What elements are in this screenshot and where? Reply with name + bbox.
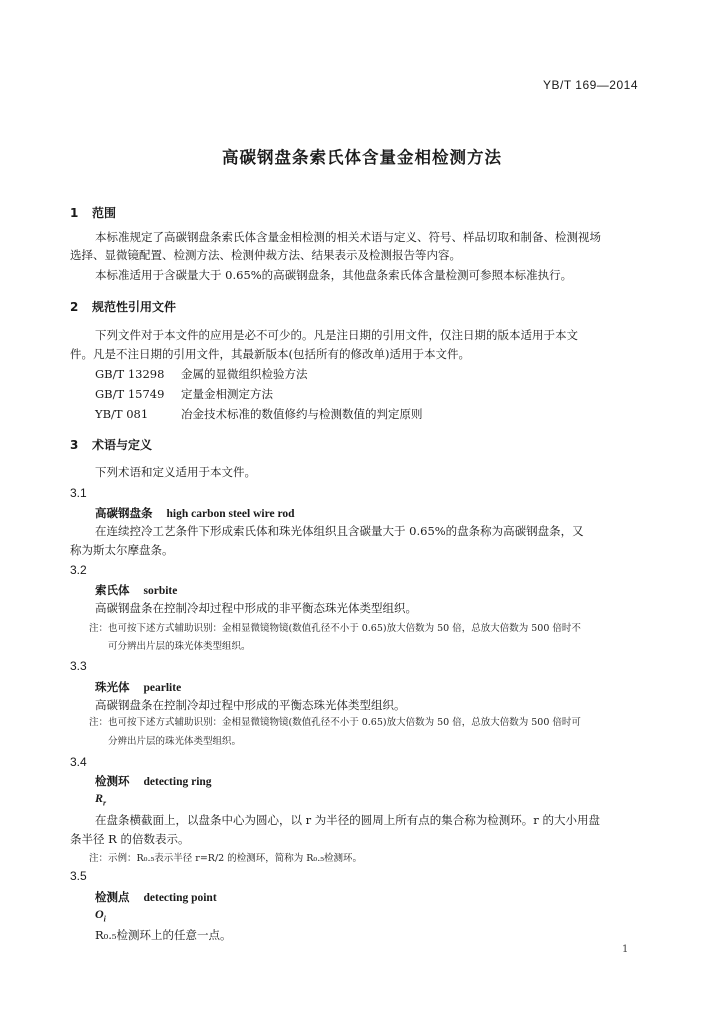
section-2-heading <box>70 298 176 315</box>
term-definition-line-2: 条半径 R 的倍数表示。 <box>70 832 190 846</box>
term-note-line-2: 可分辨出片层的珠光体类型组织。 <box>108 641 251 652</box>
reference-name: 冶金技术标准的数值修约与检测数值的判定原则 <box>181 407 423 421</box>
reference-name: 定量金相测定方法 <box>181 387 273 401</box>
term-definition: R₀.₅检测环上的任意一点。 <box>95 928 232 942</box>
term-definition-line-1: 在连续控冷工艺条件下形成索氏体和珠光体组织且含碳量大于 0.65%的盘条称为高碳钢盘条，又 <box>95 524 584 538</box>
reference-item <box>95 365 308 383</box>
section-title: 规范性引用文件 <box>92 300 177 314</box>
symbol-base: R <box>95 791 104 805</box>
term-number: 3.3 <box>70 659 87 673</box>
term-definition-line-1: 在盘条横截面上，以盘条中心为圆心，以 r 为半径的圆周上所有点的集合称为检测环。r 的大小用盘 <box>95 813 600 827</box>
reference-item <box>95 405 423 423</box>
term-definition: 高碳钢盘条在控制冷却过程中形成的非平衡态珠光体类型组织。 <box>95 601 417 615</box>
reference-item <box>95 385 273 403</box>
term-note-line-2: 分辨出片层的珠光体类型组织。 <box>108 736 242 747</box>
section-title: 术语与定义 <box>92 438 153 452</box>
term-en: sorbite <box>143 585 178 597</box>
reference-code: GB/T 15749 <box>95 387 165 401</box>
reference-code: YB/T 081 <box>95 407 149 421</box>
term-en: pearlite <box>143 682 182 694</box>
refs-para-line-1: 下列文件对于本文件的应用是必不可少的。凡是注日期的引用文件，仅注日期的版本适用于本文 <box>95 328 578 342</box>
term-heading <box>95 582 177 598</box>
term-symbol <box>95 791 106 807</box>
reference-name: 金属的显微组织检验方法 <box>181 367 308 381</box>
section-title: 范围 <box>92 206 117 220</box>
term-definition: 高碳钢盘条在控制冷却过程中形成的平衡态珠光体类型组织。 <box>95 698 406 712</box>
section-number: 1 <box>70 206 79 220</box>
scope-para-2: 本标准适用于含碳量大于 0.65%的高碳钢盘条，其他盘条索氏体含量检测可参照本标准执行。 <box>95 268 573 282</box>
page-number: 1 <box>622 944 629 955</box>
section-number: 2 <box>70 300 79 314</box>
term-note-line-1: 注：也可按下述方式辅助识别：金相显微镜物镜(数值孔径不小于 0.65)放大倍数为 50 倍，总放大倍数为 500 倍时可 <box>89 717 581 728</box>
term-en: high carbon steel wire rod <box>166 508 295 520</box>
scope-para-line-1: 本标准规定了高碳钢盘条索氏体含量金相检测的相关术语与定义、符号、样品切取和制备、检测视场 <box>95 230 601 244</box>
section-number: 3 <box>70 438 79 452</box>
term-number: 3.2 <box>70 563 87 577</box>
term-heading <box>95 505 295 521</box>
symbol-subscript: i <box>103 914 106 924</box>
terms-intro: 下列术语和定义适用于本文件。 <box>95 465 256 479</box>
document-title: 高碳钢盘条索氏体含量金相检测方法 <box>222 148 502 167</box>
section-3-heading <box>70 436 152 453</box>
term-zh: 检测环 <box>95 774 130 788</box>
term-en: detecting ring <box>143 776 212 788</box>
term-number: 3.1 <box>70 486 87 500</box>
standard-code: YB/T 169—2014 <box>542 78 638 92</box>
term-zh: 索氏体 <box>95 583 130 597</box>
reference-code: GB/T 13298 <box>95 367 165 381</box>
term-number: 3.4 <box>70 755 87 769</box>
term-zh: 高碳钢盘条 <box>95 506 153 520</box>
section-1-heading <box>70 204 116 221</box>
term-heading <box>95 889 217 905</box>
term-zh: 珠光体 <box>95 680 130 694</box>
term-note: 注：示例：R₀.₅表示半径 r=R/2 的检测环，简称为 R₀.₅检测环。 <box>89 853 363 864</box>
symbol-subscript: r <box>103 798 107 808</box>
term-en: detecting point <box>143 892 217 904</box>
term-heading <box>95 679 181 695</box>
term-symbol <box>95 907 106 923</box>
term-definition-line-2: 称为斯太尔摩盘条。 <box>70 543 174 557</box>
scope-para-line-2: 选择、显微镜配置、检测方法、检测仲裁方法、结果表示及检测报告等内容。 <box>70 248 461 262</box>
term-zh: 检测点 <box>95 890 130 904</box>
term-heading <box>95 773 212 789</box>
term-number: 3.5 <box>70 869 87 883</box>
term-note-line-1: 注：也可按下述方式辅助识别：金相显微镜物镜(数值孔径不小于 0.65)放大倍数为 50 倍，总放大倍数为 500 倍时不 <box>89 623 581 634</box>
refs-para-line-2: 件。凡是不注日期的引用文件，其最新版本(包括所有的修改单)适用于本文件。 <box>70 347 470 361</box>
symbol-base: O <box>95 907 104 921</box>
